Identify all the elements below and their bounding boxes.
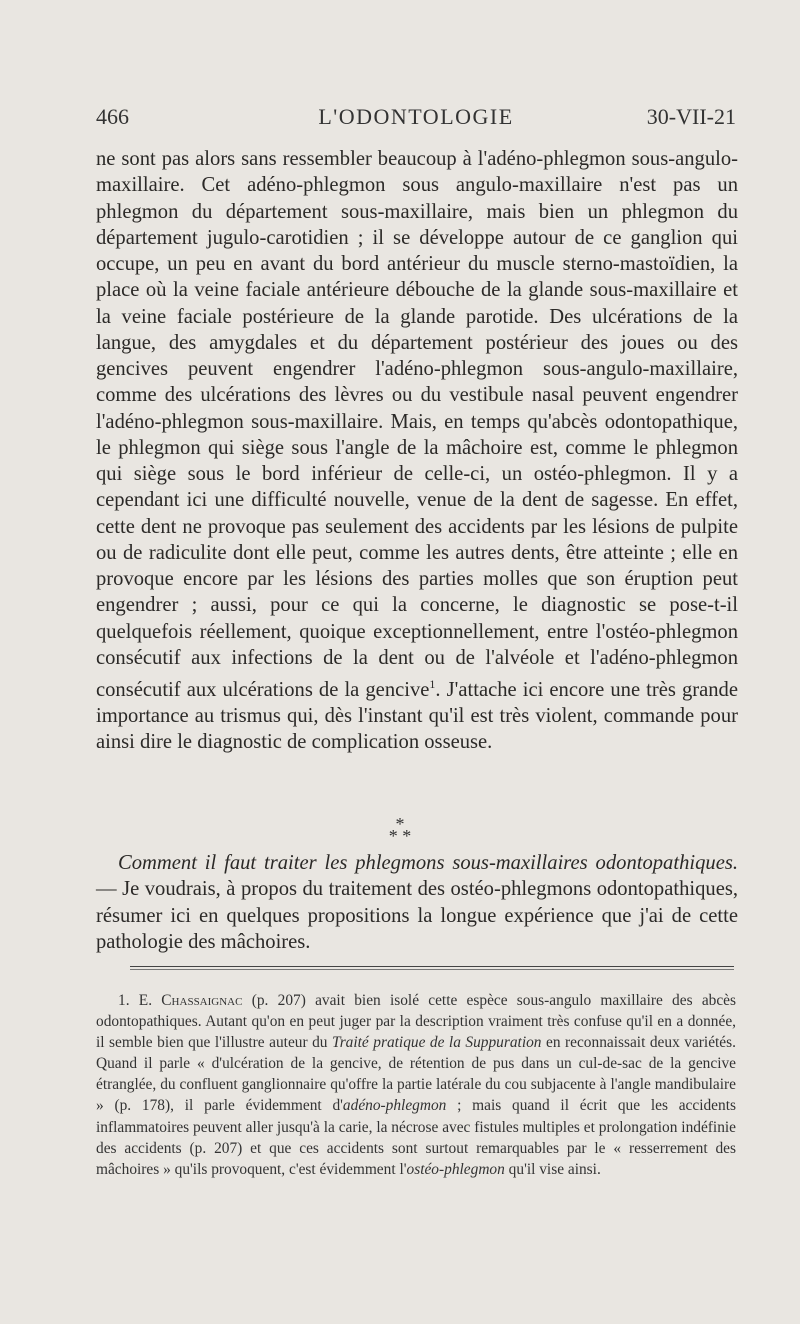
running-header: [96, 104, 736, 134]
section-paragraph: [96, 850, 738, 955]
section-body: — Je voudrais, à propos du traitement des ostéo-phlegmons odontopathiques, résumer ici en quelques propositions la longue expérience que j'ai de cette pathologie des mâchoires.: [96, 878, 738, 953]
footnote-text-part: qu'il vise ainsi.: [504, 1160, 601, 1178]
footnote-text: [96, 990, 736, 1180]
section-separator: * * *: [388, 814, 412, 846]
paragraph: [96, 146, 738, 756]
footnote-number: 1.: [118, 992, 130, 1009]
book-title: Traité pratique de la Suppuration: [331, 1034, 542, 1052]
author-initial: E.: [138, 992, 153, 1009]
section-text: [96, 850, 738, 955]
section-heading: Comment il faut traiter les phlegmons sous-maxillaires odontopathiques.: [118, 852, 738, 874]
footnote-reference[interactable]: 1: [429, 677, 436, 691]
term-adeno-phlegmon: adéno-phlegmon: [342, 1097, 447, 1115]
term-osteo-phlegmon: ostéo-phlegmon: [406, 1160, 505, 1178]
footnote-rule: [130, 966, 734, 967]
main-text: [96, 146, 738, 756]
footnote: [96, 990, 736, 1180]
footnote-text-part: (p. 207) avait bien isolé cette espèce sous-angulo maxillaire des abcès odontopathiques. Autant qu'on en peut juger par la description vraiment très confuse qu'il en a donnée, il semble bien que l'illustre auteur du: [96, 992, 736, 1052]
footnote-text-part: ; mais quand il écrit que les accidents inflammatoires peuvent aller jusqu'à la carie, la nécrose avec fistules multiples et prolongation indéfinie des accidents (p. 207) et que ces accidents sont surtout remarquables par le « resserrement des mâchoires » qu'ils provoquent, c'est évidemment l': [96, 1097, 736, 1178]
paragraph-text: ne sont pas alors sans ressembler beaucoup à l'adéno-phlegmon sous-angulo-maxillaire. Cet adéno-phlegmon sous angulo-maxillaire n'est pas un phlegmon du département sous-maxillaire, mais bien un phlegmon du département jugulo-carotidien ; il se développe autour de ce ganglion qui occupe, un peu en avant du bord antérieur du muscle sterno-mastoïdien, la place où la veine faciale antérieure débouche de la glande sous-maxillaire et la veine faciale postérieure de la glande parotide. Des ulcérations de la langue, des amygdales et du département postérieur des joues ou des gencives peuvent engendrer l'adéno-phlegmon sous-angulo-maxillaire, comme des ulcérations des lèvres ou du vestibule nasal peuvent engendrer l'adéno-phlegmon sous-maxillaire. Mais, en temps qu'abcès odontopathique, le phlegmon qui siège sous l'angle de la mâchoire est, comme le phlegmon qui siège sous le bord inférieur de celle-ci, un ostéo-phlegmon. Il y a cependant ici une difficulté nouvelle, venue de la dent de sagesse. En effet, cette dent ne provoque pas seulement des accidents par les lésions de pulpite ou de radiculite dont elle peut, comme les autres dents, être atteinte ; elle en provoque encore par les lésions des parties molles que son éruption peut engendrer ; aussi, pour ce qui la concerne, le diagnostic se pose-t-il quelquefois réellement, quoique exceptionnellement, entre l'ostéo-phlegmon consécutif aux infections de la dent ou de l'alvéole et l'adéno-phlegmon consécutif aux ulcérations de la gencive: [96, 148, 738, 701]
footnote-rule-thin: [130, 969, 734, 970]
author-name: Chassaignac: [161, 992, 243, 1009]
footnote-text-part: en reconnaissait deux variétés. Quand il parle « d'ulcération de la gencive, de rétention de pus dans un cul-de-sac de la gencive étranglée, du confluent ganglionnaire qu'offre la partie latérale du cou subjacente à l'angle mandibulaire » (p. 178), il parle évidemment d': [96, 1034, 736, 1115]
paragraph-text-continued: . J'attache ici encore une très grande importance au trismus qui, dès l'instant qu'il est très violent, commande pour ainsi dire le diagnostic de complication osseuse.: [96, 678, 738, 754]
page-number: 466: [96, 104, 129, 129]
issue-date: 30-VII-21: [646, 104, 736, 129]
journal-title: L'ODONTOLOGIE: [318, 104, 514, 129]
